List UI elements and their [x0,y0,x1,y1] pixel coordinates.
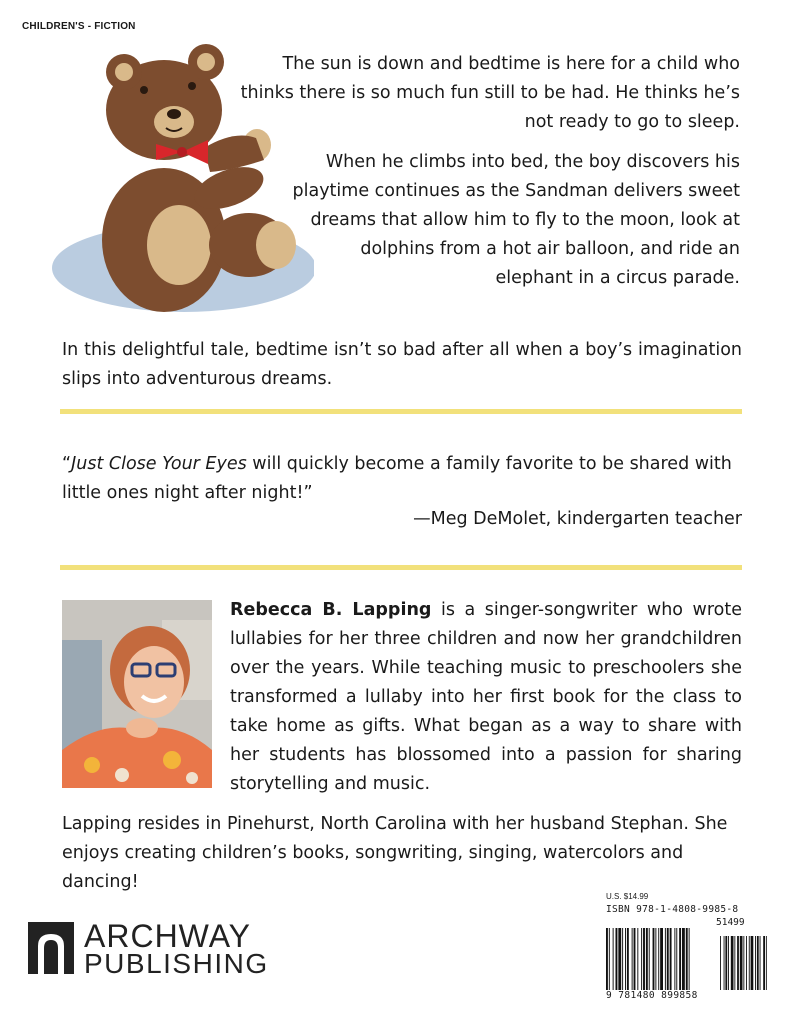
author-bio: Rebecca B. Lapping is a singer-songwriter who wrote lullabies for her three children and now her grandchildren over the years. While teaching music to preschoolers she transformed a lullaby into her first book for the class to take home as gifts. What began as a way to share with her students has blossomed into a passion for sharing storytelling and music. [230,600,742,794]
barcode-block [598,890,774,1008]
publisher-logo [28,918,288,980]
isbn-label: ISBN 978-1-4808-9985-8 [606,904,739,915]
intro-paragraph-3: In this delightful tale, bedtime isn’t so bad after all when a boy’s imagination slips into adventurous dreams. [62,340,742,389]
endorsement-attribution: —Meg DeMolet, kindergarten teacher [413,509,742,529]
author-photo [62,600,212,788]
category-label: CHILDREN'S - FICTION [22,21,136,32]
endorsement-quote: “Just Close Your Eyes will quickly become a family favorite to be shared with little ones night after night!” [62,454,732,503]
ean-digits: 9 781480 899858 [606,990,698,1001]
intro-paragraph-1: The sun is down and bedtime is here for a child who thinks there is so much fun still to be had. He thinks he’s not ready to go to sleep. [240,54,740,132]
author-name: Rebecca B. Lapping [230,600,432,620]
intro-paragraph-2: When he climbs into bed, the boy discovers his playtime continues as the Sandman delivers sweet dreams that allow him to fly to the moon, look at dolphins from a hot air balloon, and ride an elephant in a circus parade. [292,152,740,288]
divider-bottom [60,565,742,570]
divider-top [60,409,742,414]
archway-arch-icon [28,922,74,974]
book-title: Just Close Your Eyes [71,454,247,474]
author-residence: Lapping resides in Pinehurst, North Carolina with her husband Stephan. She enjoys creating children’s books, songwriting, singing, watercolors and dancing! [62,814,728,892]
addon-digits: 51499 [716,917,745,928]
price-label: U.S. $14.99 [606,892,649,901]
publisher-name-line1: ARCHWAY [84,918,251,954]
barcode-bars [606,928,768,990]
publisher-name-line2: PUBLISHING [84,948,269,979]
